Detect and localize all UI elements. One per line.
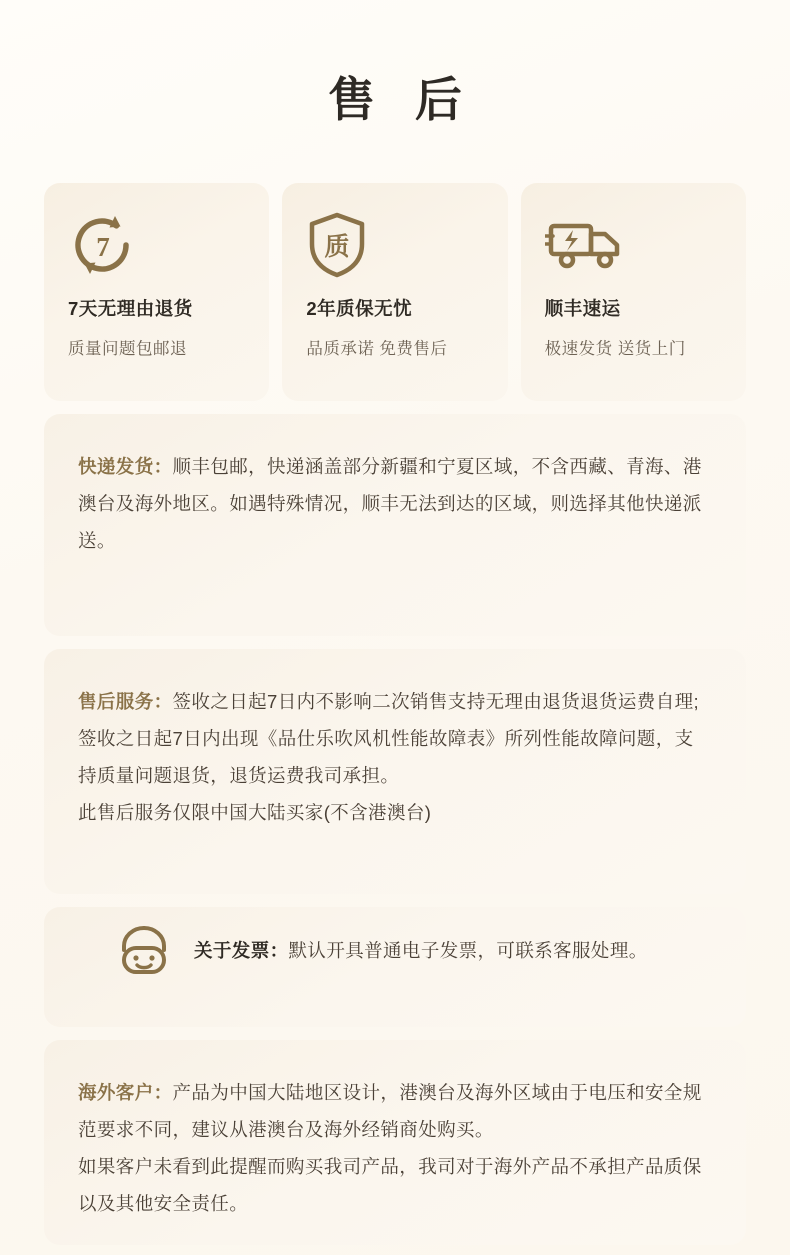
quality-shield-icon bbox=[306, 209, 483, 281]
info-block-service bbox=[44, 649, 746, 894]
shipping-paragraph bbox=[78, 448, 712, 559]
feature-title: 顺丰速运 bbox=[544, 298, 621, 319]
info-block-shipping bbox=[44, 414, 746, 636]
overseas-paragraph bbox=[78, 1074, 712, 1148]
info-block-overseas bbox=[44, 1040, 746, 1245]
overseas-text-line1: 产品为中国大陆地区设计，港澳台及海外区域由于电压和安全规范要求不同，建议从港澳台及海外经销商处购买。 bbox=[78, 1082, 702, 1140]
overseas-label: 海外客户： bbox=[78, 1082, 173, 1103]
feature-card-quality bbox=[282, 183, 507, 401]
overseas-text-line2: 如果客户未看到此提醒而购买我司产品，我司对于海外产品不承担产品质保以及其他安全责任。 bbox=[78, 1156, 702, 1214]
service-text-line1: 签收之日起7日内不影响二次销售支持无理由退货退货运费自理;签收之日起7日内出现《品仕乐吹风机性能故障表》所列性能故障问题，支持质量问题退货，退货运费我司承担。 bbox=[78, 691, 700, 786]
shipping-text: 顺丰包邮，快递涵盖部分新疆和宁夏区域，不含西藏、青海、港澳台及海外地区。如遇特殊情况，顺丰无法到达的区域，则选择其他快递派送。 bbox=[78, 456, 702, 551]
feature-subtitle: 品质承诺 免费售后 bbox=[306, 340, 448, 358]
info-block-invoice bbox=[44, 907, 746, 1027]
feature-subtitle: 质量问题包邮退 bbox=[68, 340, 187, 358]
feature-card-return bbox=[44, 183, 269, 401]
invoice-paragraph bbox=[194, 937, 648, 963]
feature-title: 7天无理由退货 bbox=[68, 298, 193, 319]
return-7day-icon bbox=[68, 209, 245, 281]
feature-card-shipping bbox=[521, 183, 746, 401]
invoice-row bbox=[78, 922, 648, 978]
page-title: 售 后 bbox=[328, 75, 476, 127]
feature-card-row bbox=[44, 183, 746, 401]
shipping-label: 快递发货： bbox=[78, 456, 173, 477]
svg-text:质: 质 bbox=[324, 234, 350, 261]
express-truck-icon bbox=[545, 209, 722, 281]
feature-subtitle: 极速发货 送货上门 bbox=[544, 340, 686, 358]
invoice-face-icon bbox=[112, 922, 176, 978]
feature-title: 2年质保无忧 bbox=[306, 298, 413, 319]
service-text-line2: 此售后服务仅限中国大陆买家(不含港澳台) bbox=[78, 802, 432, 823]
svg-text:7: 7 bbox=[96, 232, 110, 262]
service-label: 售后服务： bbox=[78, 691, 173, 712]
invoice-label: 关于发票： bbox=[194, 940, 289, 961]
service-paragraph bbox=[78, 683, 712, 794]
invoice-text: 默认开具普通电子发票，可联系客服处理。 bbox=[288, 940, 648, 961]
